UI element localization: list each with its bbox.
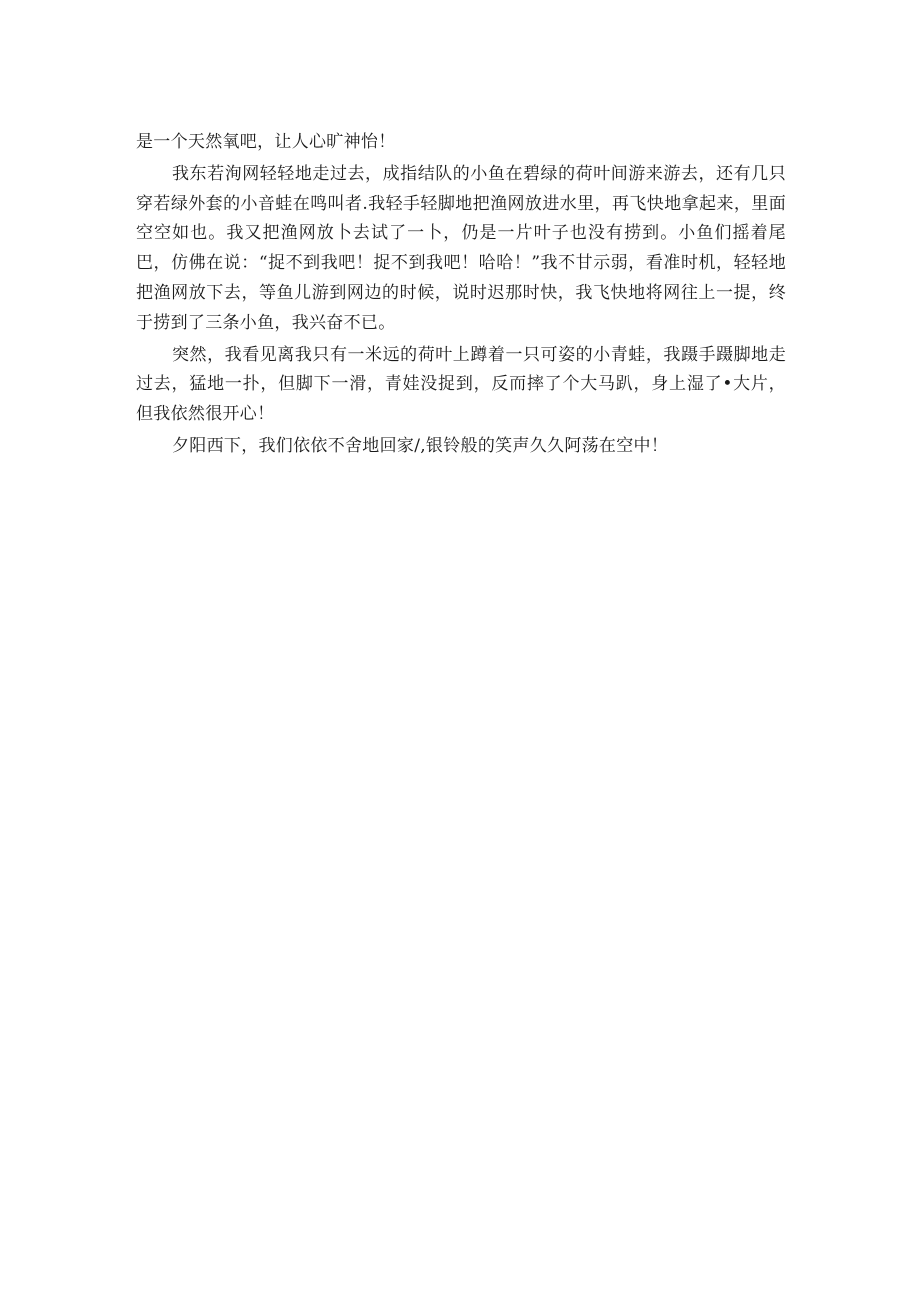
body-text: [136, 128, 786, 462]
paragraph-1: 是一个天然氧吧，让人心旷神怡！: [136, 132, 396, 152]
paragraph-2: 我东若洵网轻轻地走过去，成指结队的小鱼在碧绿的荷叶间游来游去，还有几只穿若绿外套的小音蛙在鸣叫者.我轻手轻脚地把渔网放进水里，再飞快地拿起来，里面空空如也。我又把渔网放卜去试了一卜，仍是一片叶子也没有捞到。小鱼们摇着尾巴，仿佛在说：“捉不到我吧！捉不到我吧！哈哈！”我不甘示弱，看准时机，轻轻地把渔网放下去，等鱼儿游到网边的时候，说时迟那时快，我飞快地将网往上一提，终于捞到了三条小鱼，我兴奋不已。: [136, 163, 786, 333]
paragraph-4: 夕阳西下，我们依依不舍地回家/,银铃般的笑声久久阿荡在空中！: [172, 435, 669, 456]
paragraph-3: 突然，我看见离我只有一米远的荷叶上蹲着一只可姿的小青蛙，我蹑手蹑脚地走过去，猛地一扑，但脚下一滑，青娃没捉到，反而摔了个大马趴，身上湿了•大片，但我依然很开心！: [136, 344, 786, 425]
